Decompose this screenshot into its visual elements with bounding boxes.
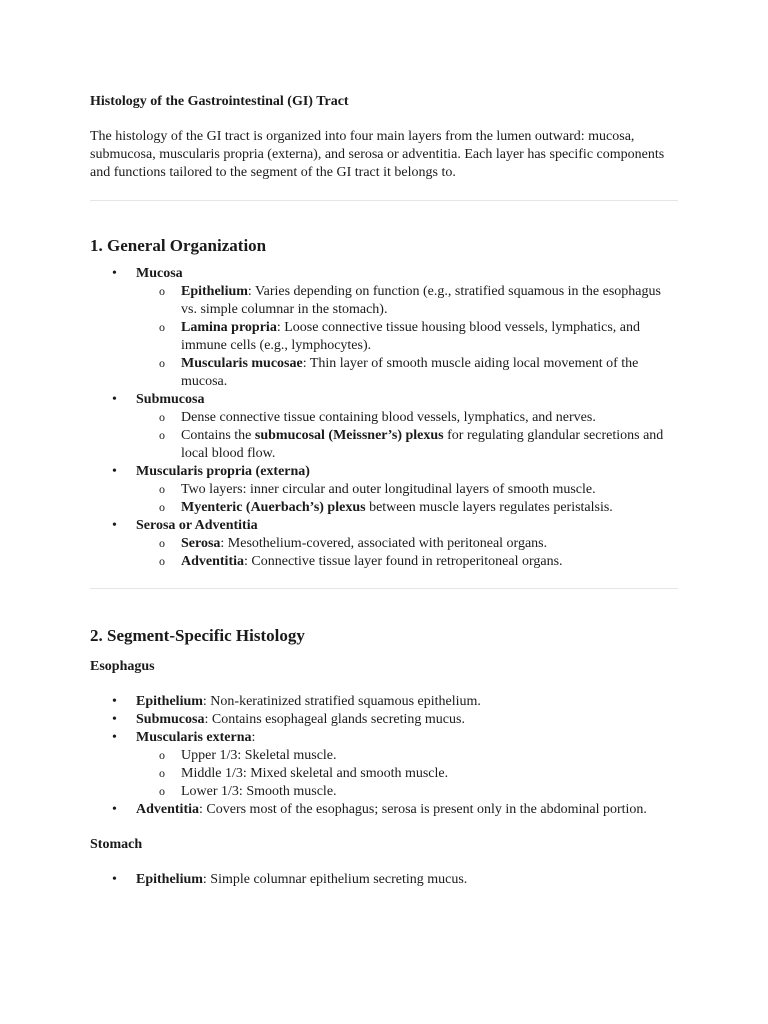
layer-label: Serosa or Adventitia: [136, 518, 258, 533]
sub-bullet-icon: o: [159, 554, 165, 568]
layer-label: Muscularis propria (externa): [136, 464, 310, 479]
description: :: [251, 730, 256, 745]
list-item-muscularis-externa: [90, 729, 678, 801]
term: Muscularis mucosae: [181, 356, 303, 371]
list-item-mucosa: [90, 265, 678, 391]
serosa-adventitia-sublist: [136, 535, 678, 571]
sub-bullet-icon: o: [159, 748, 165, 762]
stomach-list: [90, 871, 678, 889]
description: : Covers most of the esophagus; serosa is present only in the abdominal portion.: [199, 802, 647, 817]
layer-label: Mucosa: [136, 266, 183, 281]
list-item: [136, 409, 678, 427]
description: Two layers: inner circular and outer longitudinal layers of smooth muscle.: [181, 482, 596, 497]
layer-label: Submucosa: [136, 392, 205, 407]
list-item-submucosa: [90, 711, 678, 729]
bullet-icon: •: [112, 518, 117, 533]
bullet-icon: •: [112, 730, 117, 745]
description-prefix: Contains the: [181, 428, 255, 443]
description: : Loose connective tissue housing blood vessels, lymphatics, and immune cells (e.g., lymphocytes).: [181, 320, 640, 353]
sub-bullet-icon: o: [159, 410, 165, 424]
list-item: [136, 499, 678, 517]
description: : Connective tissue layer found in retroperitoneal organs.: [244, 554, 563, 569]
description-suffix: between muscle layers regulates peristalsis.: [365, 500, 613, 515]
submucosa-sublist: [136, 409, 678, 463]
term: Myenteric (Auerbach’s) plexus: [181, 500, 366, 515]
esophagus-list: [90, 693, 678, 819]
description: : Non-keratinized stratified squamous epithelium.: [202, 694, 481, 709]
subheading-esophagus: Esophagus: [90, 659, 155, 674]
bullet-icon: •: [112, 694, 117, 709]
description: Middle 1/3: Mixed skeletal and smooth muscle.: [181, 766, 449, 781]
list-item: [136, 427, 678, 463]
list-item-serosa: [136, 535, 678, 553]
list-item-submucosa: [90, 391, 678, 463]
list-item-adventitia: [90, 801, 678, 819]
bullet-icon: •: [112, 266, 117, 281]
sub-bullet-icon: o: [159, 784, 165, 798]
intro-paragraph: The histology of the GI tract is organized into four main layers from the lumen outward: mucosa, submucosa, muscularis propria (externa), and serosa or adventitia. Each layer has specific components and functions tailored to the segment of the GI tract it belongs to.: [90, 129, 665, 180]
term: Submucosa: [136, 712, 205, 727]
document-page: [90, 93, 678, 889]
general-organization-list: [90, 265, 678, 571]
description: Dense connective tissue containing blood vessels, lymphatics, and nerves.: [181, 410, 596, 425]
section-heading-general-organization: 1. General Organization: [90, 236, 267, 255]
list-item-epithelium: [136, 283, 678, 319]
document-title: Histology of the Gastrointestinal (GI) Tract: [90, 94, 349, 109]
list-item: [136, 765, 678, 783]
list-item: [136, 747, 678, 765]
sub-bullet-icon: o: [159, 766, 165, 780]
term: Lamina propria: [181, 320, 277, 335]
bullet-icon: •: [112, 872, 117, 887]
list-item-serosa-adventitia: [90, 517, 678, 571]
description: : Simple columnar epithelium secreting mucus.: [202, 872, 468, 887]
section-divider: [90, 200, 678, 201]
description: : Contains esophageal glands secreting mucus.: [204, 712, 465, 727]
bullet-icon: •: [112, 802, 117, 817]
term: Epithelium: [136, 694, 203, 709]
description: : Thin layer of smooth muscle aiding local movement of the mucosa.: [181, 356, 639, 389]
sub-bullet-icon: o: [159, 320, 165, 334]
bullet-icon: •: [112, 712, 117, 727]
description: Upper 1/3: Skeletal muscle.: [181, 748, 337, 763]
list-item: [136, 783, 678, 801]
bullet-icon: •: [112, 392, 117, 407]
term: Epithelium: [181, 284, 248, 299]
list-item-epithelium: [90, 693, 678, 711]
mucosa-sublist: [136, 283, 678, 391]
sub-bullet-icon: o: [159, 356, 165, 370]
muscularis-externa-sublist: [136, 747, 678, 801]
sub-bullet-icon: o: [159, 284, 165, 298]
list-item-adventitia: [136, 553, 678, 571]
sub-bullet-icon: o: [159, 536, 165, 550]
sub-bullet-icon: o: [159, 482, 165, 496]
description-suffix: for regulating glandular secretions and local blood flow.: [181, 428, 664, 461]
subheading-stomach: Stomach: [90, 837, 143, 852]
description: Lower 1/3: Smooth muscle.: [181, 784, 337, 799]
term: Epithelium: [136, 872, 203, 887]
bullet-icon: •: [112, 464, 117, 479]
description: : Mesothelium-covered, associated with peritoneal organs.: [220, 536, 548, 551]
sub-bullet-icon: o: [159, 428, 165, 442]
term: submucosal (Meissner’s) plexus: [254, 428, 444, 443]
list-item-lamina-propria: [136, 319, 678, 355]
term: Adventitia: [136, 802, 199, 817]
term: Muscularis externa: [136, 730, 252, 745]
description: : Varies depending on function (e.g., stratified squamous in the esophagus vs. simple columnar in the stomach).: [181, 284, 661, 317]
term: Serosa: [181, 536, 221, 551]
list-item: [136, 481, 678, 499]
muscularis-propria-sublist: [136, 481, 678, 517]
section-divider: [90, 588, 678, 589]
list-item-muscularis-mucosae: [136, 355, 678, 391]
term: Adventitia: [181, 554, 244, 569]
section-heading-segment-specific: 2. Segment-Specific Histology: [90, 626, 305, 645]
sub-bullet-icon: o: [159, 500, 165, 514]
list-item-epithelium: [90, 871, 678, 889]
list-item-muscularis-propria: [90, 463, 678, 517]
